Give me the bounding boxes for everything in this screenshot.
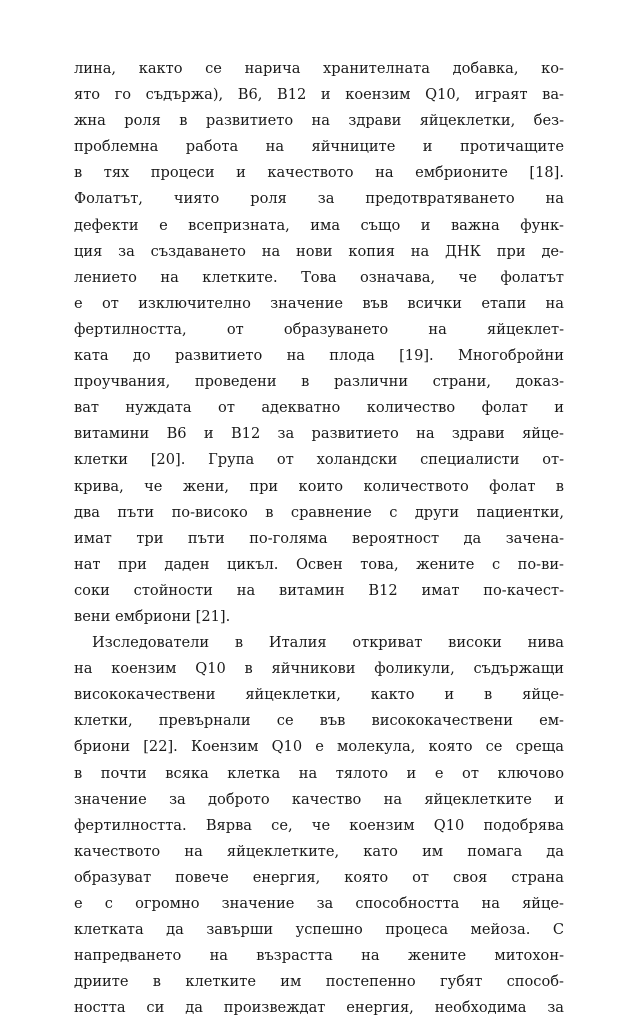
text-line: в тях процеси и качеството на ембрионите [18]. bbox=[74, 164, 564, 182]
text-line: на коензим Q10 в яйчникови фоликули, съдържащи bbox=[74, 660, 564, 678]
text-line: соки стойности на витамин B12 имат по-качест- bbox=[74, 581, 564, 599]
text-line: витамини B6 и B12 за развитието на здрави яйце- bbox=[74, 425, 564, 443]
text-line: нат при даден цикъл. Освен това, жените с по-ви- bbox=[74, 555, 564, 573]
text-line: проблемна работа на яйчниците и протичащите bbox=[74, 138, 564, 156]
text-line: в почти всяка клетка на тялото и е от ключово bbox=[74, 764, 564, 782]
text-line: фертилността. Вярва се, че коензим Q10 подобрява bbox=[74, 816, 564, 834]
text-line: фертилността, от образуването на яйцеклет- bbox=[74, 320, 564, 338]
text-line: напредването на възрастта на жените митохон- bbox=[74, 947, 564, 965]
text-line: дефекти е всепризната, има също и важна функ- bbox=[74, 216, 564, 234]
paragraph-folate bbox=[74, 56, 564, 630]
text-line: бриони [22]. Коензим Q10 е молекула, която се среща bbox=[74, 738, 564, 756]
text-line: ката до развитието на плода [19]. Многобройни bbox=[74, 347, 564, 365]
text-line: ват нуждата от адекватно количество фолат и bbox=[74, 399, 564, 417]
text-line: имат три пъти по-голяма вероятност да зачена- bbox=[74, 529, 564, 547]
paragraph-coenzyme-q10 bbox=[74, 630, 564, 1021]
text-line: вени ембриони [21]. bbox=[74, 607, 231, 625]
text-line: ято го съдържа), B6, B12 и коензим Q10, играят ва- bbox=[74, 86, 564, 104]
text-line: образуват повече енергия, която от своя страна bbox=[74, 868, 564, 886]
text-line: клетката да завърши успешно процеса мейоза. С bbox=[74, 921, 564, 939]
book-page bbox=[74, 56, 564, 1021]
text-line: висококачествени яйцеклетки, както и в яйце- bbox=[74, 686, 564, 704]
text-line: ността си да произвеждат енергия, необходима за bbox=[74, 999, 564, 1017]
text-line: жна роля в развитието на здрави яйцеклетки, без- bbox=[74, 112, 564, 130]
text-line: Фолатът, чиято роля за предотвратяването на bbox=[74, 190, 564, 208]
text-line: клетки, превърнали се във висококачествени ем- bbox=[74, 712, 564, 730]
text-line: лина, както се нарича хранителната добавка, ко- bbox=[74, 60, 564, 77]
text-line: проучвания, проведени в различни страни, доказ- bbox=[74, 373, 564, 391]
text-line: лението на клетките. Това означава, че фолатът bbox=[74, 268, 564, 286]
text-line: значение за доброто качество на яйцеклетките и bbox=[74, 790, 564, 808]
text-line: ция за създаването на нови копия на ДНК при де- bbox=[74, 242, 564, 260]
text-line: крива, че жени, при които количеството фолат в bbox=[74, 477, 564, 495]
text-line: Изследователи в Италия откриват високи нива bbox=[92, 634, 564, 652]
text-line: клетки [20]. Група от холандски специалисти от- bbox=[74, 451, 564, 469]
text-line: е от изключително значение във всички етапи на bbox=[74, 294, 564, 312]
text-line: е с огромно значение за способността на яйце- bbox=[74, 895, 564, 912]
text-line: качеството на яйцеклетките, като им помага да bbox=[74, 842, 564, 860]
text-line: дриите в клетките им постепенно губят способ- bbox=[74, 973, 564, 991]
text-line: два пъти по-високо в сравнение с други пациентки, bbox=[74, 503, 564, 521]
